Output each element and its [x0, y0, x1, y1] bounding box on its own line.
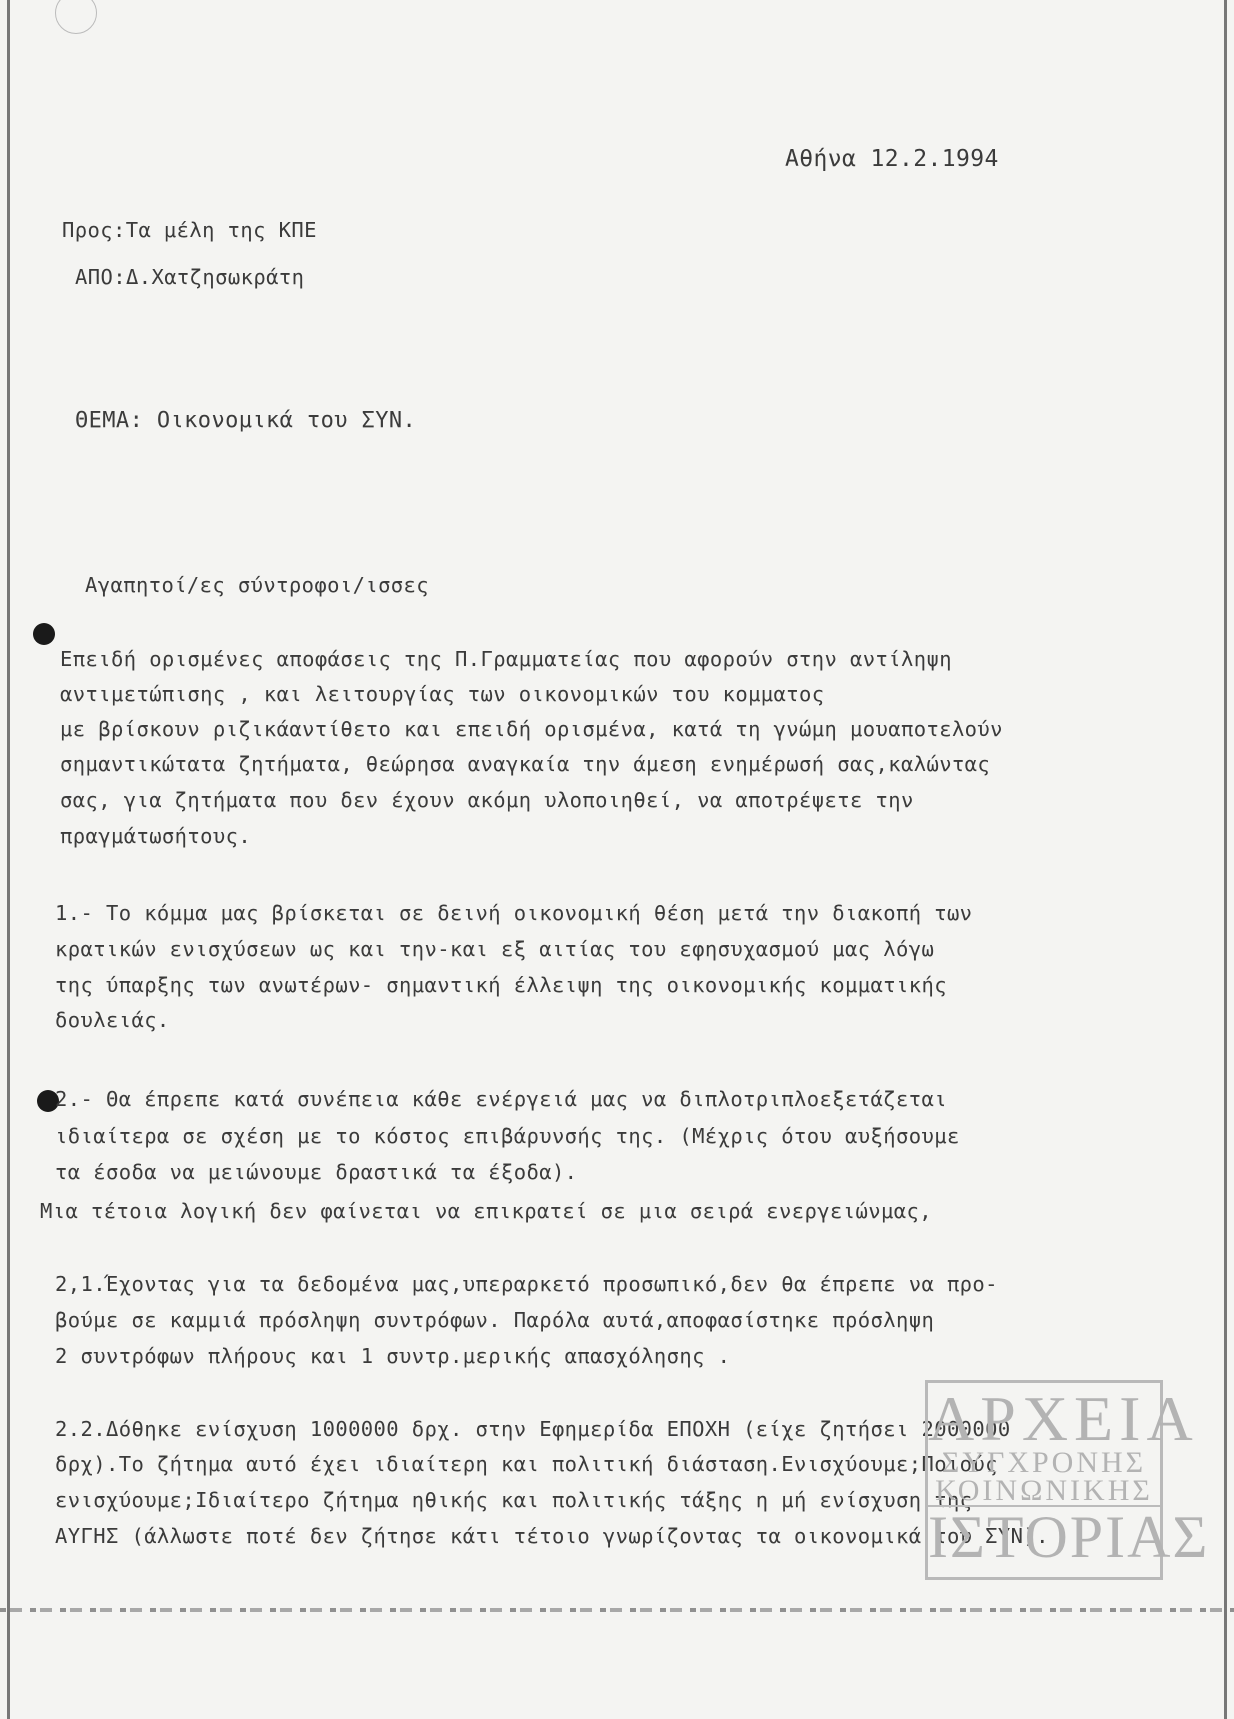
- intro-line: αντιμετώπισης , και λειτουργίας των οικονομικών του κομματος: [60, 682, 825, 706]
- letter-date: Αθήνα 12.2.1994: [785, 146, 999, 172]
- intro-line: πραγμάτωσήτους.: [60, 824, 252, 848]
- intro-line: με βρίσκουν ριζικάαντίθετο και επειδή ορισμένα, κατά τη γνώμη μουαποτελούν: [60, 717, 1003, 741]
- letter-recipient: Προς:Τα μέλη της ΚΠΕ: [62, 218, 317, 242]
- point2-note: Μια τέτοια λογική δεν φαίνεται να επικρατεί σε μια σειρά ενεργειώνμας,: [40, 1199, 932, 1223]
- point1-line: 1.- Το κόμμα μας βρίσκεται σε δεινή οικονομική θέση μετά την διακοπή των: [55, 901, 973, 925]
- scan-artifact-line: [0, 1608, 1234, 1612]
- letter-sender: ΑΠΟ:Δ.Χατζησωκράτη: [75, 265, 305, 289]
- point2-1-line: βούμε σε καμμιά πρόσληψη συντρόφων. Παρόλα αυτά,αποφασίστηκε πρόσληψη: [55, 1308, 935, 1332]
- intro-line: σημαντικώτατα ζητήματα, θεώρησα αναγκαία την άμεση ενημέρωσή σας,καλώντας: [60, 752, 991, 776]
- stamp-line: ΙΣΤΟΡΙΑΣ: [928, 1504, 1210, 1570]
- scan-left-edge: [7, 0, 10, 1719]
- stamp-line: ΚΟΙΝΩΝΙΚΗΣ: [935, 1474, 1153, 1507]
- archive-stamp: [925, 1380, 1210, 1580]
- intro-line: σας, για ζητήματα που δεν έχουν ακόμη υλοποιηθεί, να αποτρέψετε την: [60, 788, 914, 812]
- point1-line: κρατικών ενισχύσεων ως και την-και εξ αιτίας του εφησυχασμού μας λόγω: [55, 937, 935, 961]
- point1-line: της ύπαρξης των ανωτέρων- σημαντική έλλειψη της οικονομικής κομματικής: [55, 973, 947, 997]
- letter-subject: ΘΕΜΑ: Οικονομικά του ΣΥΝ.: [75, 408, 417, 433]
- point2-line: ιδιαίτερα σε σχέση με το κόστος επιβάρυνσής της. (Μέχρις ότου αυξήσουμε: [55, 1124, 960, 1148]
- stamp-line: ΑΡΧΕΙΑ: [928, 1383, 1199, 1454]
- point2-2-line: 2.2.Δόθηκε ενίσχυση 1000000 δρχ. στην Εφημερίδα ΕΠΟΧΗ (είχε ζητήσει 2000000: [55, 1417, 1011, 1441]
- point2-2-line: δρχ).Το ζήτημα αυτό έχει ιδιαίτερη και πολιτική διάσταση.Ενισχύουμε;Ποιούς: [55, 1452, 998, 1476]
- point2-2-line: ενισχύουμε;Ιδιαίτερο ζήτημα ηθικής και πολιτικής τάξης η μή ενίσχυση της: [55, 1488, 973, 1512]
- point2-1-line: 2 συντρόφων πλήρους και 1 συντρ.μερικής απασχόλησης .: [55, 1344, 731, 1368]
- scan-right-edge: [1224, 0, 1227, 1719]
- point2-line: τα έσοδα να μειώνουμε δραστικά τα έξοδα).: [55, 1160, 578, 1184]
- point2-line: 2.- Θα έπρεπε κατά συνέπεια κάθε ενέργειά μας να διπλοτριπλοεξετάζεται: [55, 1087, 947, 1111]
- binder-hole-mark: [33, 623, 55, 645]
- letter-greeting: Αγαπητοί/ες σύντροφοι/ισσες: [85, 573, 430, 597]
- point1-line: δουλειάς.: [55, 1008, 170, 1032]
- intro-line: Επειδή ορισμένες αποφάσεις της Π.Γραμματείας που αφορούν στην αντίληψη: [60, 647, 952, 671]
- point2-2-line: ΑΥΓΗΣ (άλλωστε ποτέ δεν ζήτησε κάτι τέτοιο γνωρίζοντας τα οικονομικά του ΣΥΝ).: [55, 1524, 1049, 1548]
- punch-hole-mark: [55, 0, 97, 34]
- point2-1-line: 2,1.Έχοντας για τα δεδομένα μας,υπεραρκετό προσωπικό,δεν θα έπρεπε να προ-: [55, 1272, 998, 1296]
- stamp-line: ΣΥΓΧΡΟΝΗΣ: [941, 1446, 1147, 1479]
